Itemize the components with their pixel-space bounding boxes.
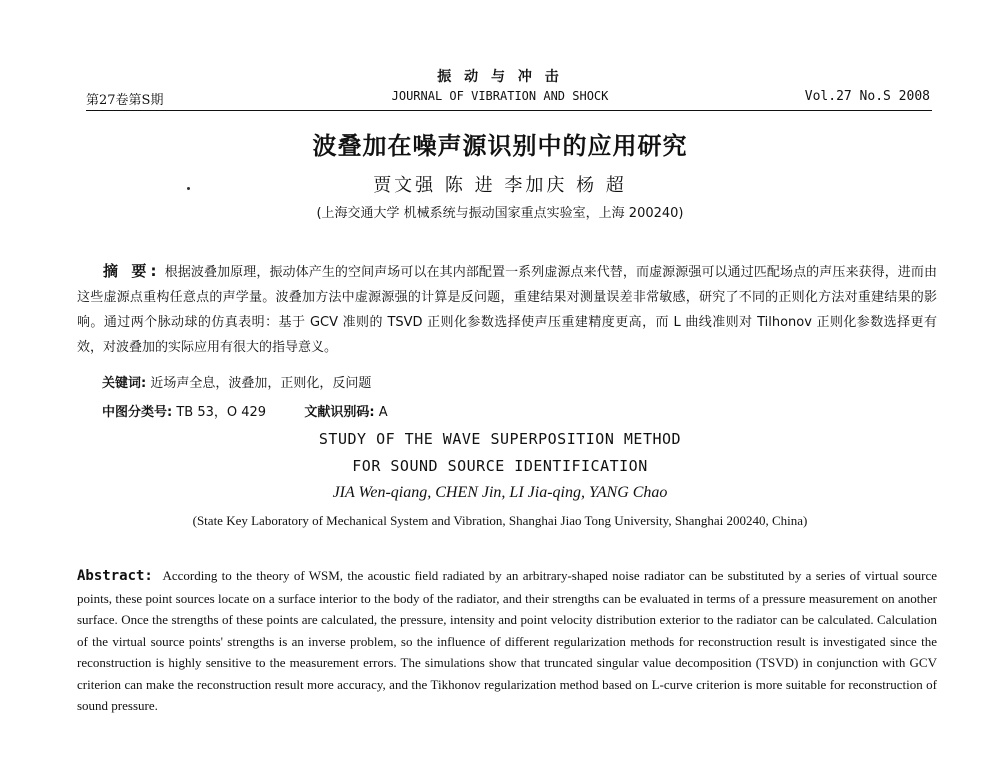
- journal-name-cn: 振 动 与 冲 击: [437, 69, 563, 85]
- doc-code-value: A: [378, 405, 388, 420]
- header-rule: [86, 110, 932, 111]
- abstract-cn-text: 根据波叠加原理，振动体产生的空间声场可以在其内部配置一系列虚源点来代替，而虚源源强可以通过匹配场点的声压来获得，进而由这些虚源点重构任意点的声学量。波叠加方法中虚源源强的计算是反问题，重建结果对测量误差非常敏感，研究了不同的正则化方法对重建结果的影响。通过两个脉动球的仿真表明：基于 GCV 准则的 TSVD 正则化参数选择使声压重建精度更高，而 L 曲线准则对 Tilhonov 正则化参数选择更有效，对波叠加的实际应用有很大的指导意义。: [77, 265, 937, 355]
- clc-label: 中图分类号:: [102, 405, 173, 420]
- authors-en: JIA Wen-qiang, CHEN Jin, LI Jia-qing, YANG Chao: [332, 484, 668, 501]
- doc-code-label: 文献识别码:: [304, 405, 375, 420]
- abstract-cn: [77, 259, 937, 360]
- paper-title-en: [0, 426, 1000, 480]
- journal-name-en: JOURNAL OF VIBRATION AND SHOCK: [391, 89, 609, 103]
- keywords-cn-text: 近场声全息，波叠加，正则化，反问题: [150, 376, 372, 391]
- title-en-line-2: FOR SOUND SOURCE IDENTIFICATION: [352, 457, 648, 475]
- title-en-line-1: STUDY OF THE WAVE SUPERPOSITION METHOD: [318, 430, 682, 448]
- volume-issue-cn: 第27卷第S期: [86, 93, 164, 108]
- paper-title-cn: 波叠加在噪声源识别中的应用研究: [312, 132, 688, 160]
- clc-value: TB 53，O 429: [176, 405, 267, 420]
- authors-cn: 贾文强 陈 进 李加庆 杨 超: [373, 175, 627, 196]
- keywords-cn: [102, 372, 371, 391]
- abstract-cn-label: 摘 要:: [103, 262, 161, 280]
- volume-issue-en: Vol.27 No.S 2008: [804, 89, 930, 104]
- abstract-en-label: Abstract:: [77, 568, 153, 584]
- abstract-en-text: According to the theory of WSM, the acoustic field radiated by an arbitrary-shaped noise radiator can be substituted by a series of virtual source points, these point sources locate on a surface interior to the body of the radiator, and their strengths can be evaluated in terms of a pressure measurement on another surface. Once the strengths of these points are calculated, the pressure, intensity and point velocity distribution exterior to the radiator can be calculated. Calculation of the virtual source points' strengths is an inverse problem, so the influence of different regularization methods for reconstruction result is investigated since the reconstruction is highly sensitive to the measurement errors. The simulations show that truncated singular value decomposition (TSVD) in conjunction with GCV criterion can make the reconstruction result more accuracy, and the Tikhonov regularization method based on L-curve criterion is more suitable for reconstruction of sound pressure.: [77, 568, 937, 713]
- abstract-en: [77, 565, 937, 717]
- affiliation-en: (State Key Laboratory of Mechanical System and Vibration, Shanghai Jiao Tong University, Shanghai 200240, China): [192, 513, 808, 528]
- keywords-cn-label: 关键词:: [102, 376, 147, 391]
- affiliation-cn: (上海交通大学 机械系统与振动国家重点实验室，上海 200240): [316, 206, 684, 221]
- classification-row: [102, 401, 388, 420]
